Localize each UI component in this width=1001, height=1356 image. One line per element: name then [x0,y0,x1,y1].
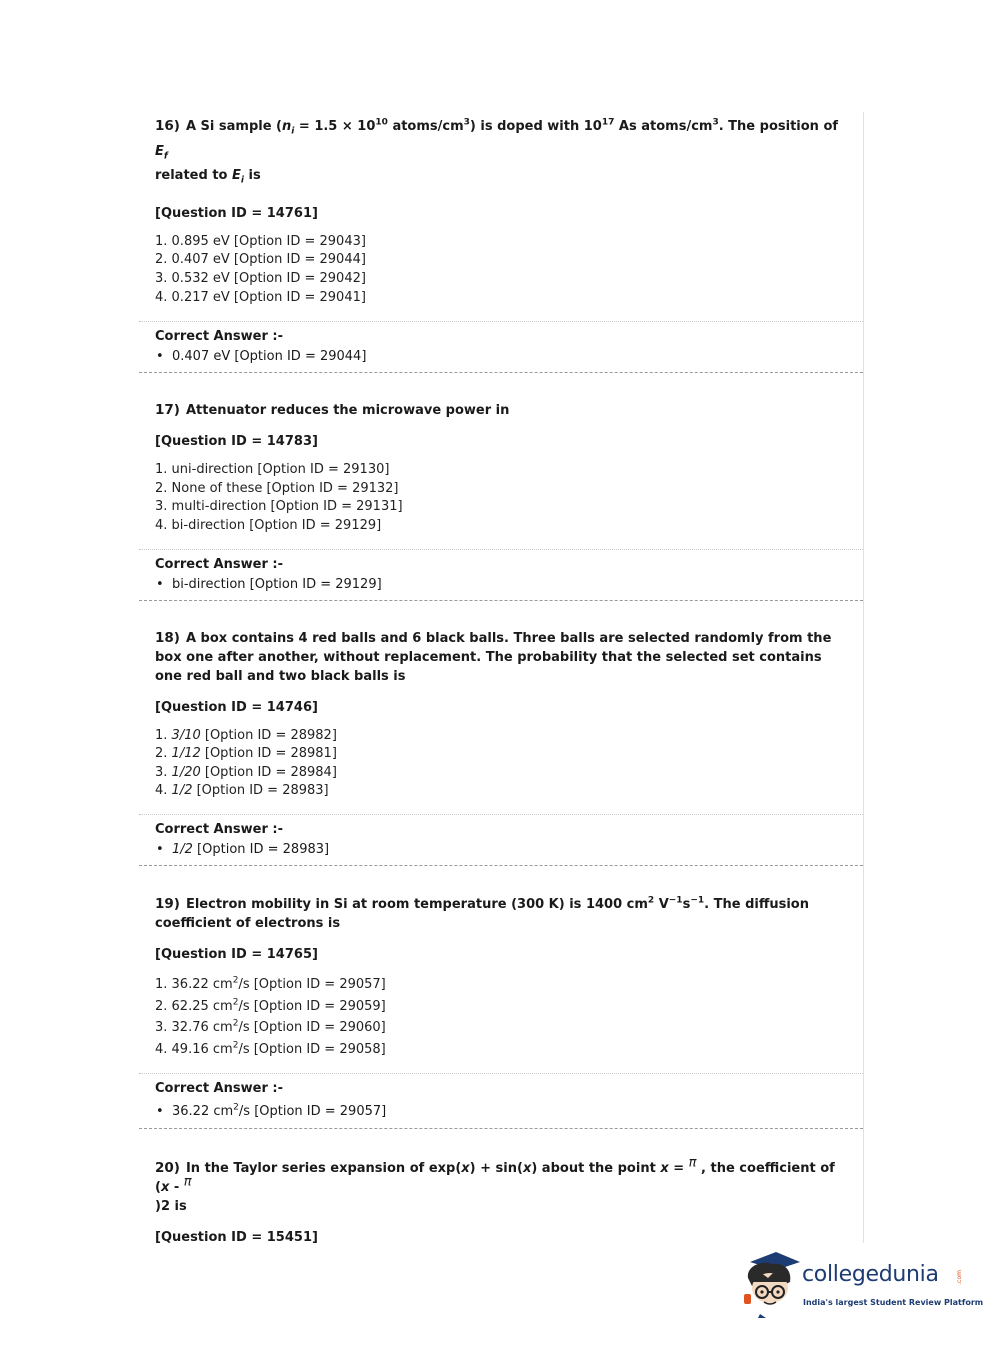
question-18 [139,601,863,801]
options-list [155,727,847,801]
option: 3. 1/20 [Option ID = 28984] [155,764,337,780]
brand-name: collegedunia [802,1262,939,1287]
option: 1. 0.895 eV [Option ID = 29043] [155,233,366,249]
correct-answer-label: Correct Answer :- [155,556,283,572]
option: 4. 1/2 [Option ID = 28983] [155,783,329,799]
question-id: [Question ID = 14746] [155,699,318,715]
question-id: [Question ID = 14783] [155,434,318,450]
correct-answer-value: • 1/2 [Option ID = 28983] [155,842,847,857]
option: 4. 49.16 $cm^2/s$ [Option ID = 29058] [155,1040,386,1058]
question-20-text: 20) In the Taylor series expansion of exp(x) + sin(x) about the point x = $^\pi$ , the coefficient of (x - $^\pi$ )2 is [155,1155,835,1214]
mascot-icon [740,1248,802,1318]
option: 1. 36.22 $cm^2/s$ [Option ID = 29057] [155,975,386,992]
brand-tagline: India's largest Student Review Platform [803,1298,984,1307]
correct-answer-19 [139,1074,863,1128]
correct-answer-17 [139,550,863,600]
collegedunia-logo[interactable] [740,1248,984,1318]
question-18-text: 18) A box contains 4 red balls and 6 black balls. Three balls are selected randomly from the box one after another, without replacement. The probability that the selected set contains one red ball and two black balls is [155,629,832,684]
question-16-text: 16) A Si sample ($n_i = 1.5 \times 10^{10}$ atoms/$cm^3$) is doped with $10^{17}$ As atoms/$cm^3$. The position of $E_f$ related to $E_i$ is [155,117,839,186]
option: 3. 32.76 $cm^2/s$ [Option ID = 29060] [155,1018,386,1036]
question-paper [139,112,864,1243]
correct-answer-label: Correct Answer :- [155,1080,283,1096]
correct-answer-value: • 0.407 eV [Option ID = 29044] [155,349,847,364]
correct-answer-16 [139,322,863,372]
options-list [155,974,847,1061]
option: 1. 3/10 [Option ID = 28982] [155,727,337,743]
question-19 [139,866,863,1061]
option: 4. bi-direction [Option ID = 29129] [155,517,382,533]
option: 3. multi-direction [Option ID = 29131] [155,499,403,515]
option: 1. uni-direction [Option ID = 29130] [155,462,390,478]
question-17 [139,373,863,535]
option: 2. None of these [Option ID = 29132] [155,480,399,496]
question-id: [Question ID = 14765] [155,946,318,962]
option: 2. 62.25 $cm^2/s$ [Option ID = 29059] [155,997,386,1014]
correct-answer-label: Correct Answer :- [155,329,283,345]
question-id: [Question ID = 14761] [155,205,318,221]
correct-answer-18 [139,815,863,865]
option: 2. 0.407 eV [Option ID = 29044] [155,252,366,268]
option: 4. 0.217 eV [Option ID = 29041] [155,289,366,305]
options-list [155,461,847,535]
correct-answer-value: • 36.22 $cm^2/s$ [Option ID = 29057] [155,1104,847,1119]
option: 2. 1/12 [Option ID = 28981] [155,746,337,762]
option: 3. 0.532 eV [Option ID = 29042] [155,270,366,286]
correct-answer-value: • bi-direction [Option ID = 29129] [155,577,847,592]
question-16 [139,112,863,307]
correct-answer-label: Correct Answer :- [155,821,283,837]
question-19-text: 19) Electron mobility in Si at room temperature (300 K) is 1400 $cm^2$ $V^{-1}s^{-1}$. The diffusion coefficient of electrons is [155,895,809,931]
question-17-text: 17) Attenuator reduces the microwave power in [155,402,510,419]
question-id: [Question ID = 15451] [155,1229,318,1243]
question-20 [139,1129,863,1243]
brand-domain: .com [956,1270,963,1285]
options-list [155,233,847,307]
